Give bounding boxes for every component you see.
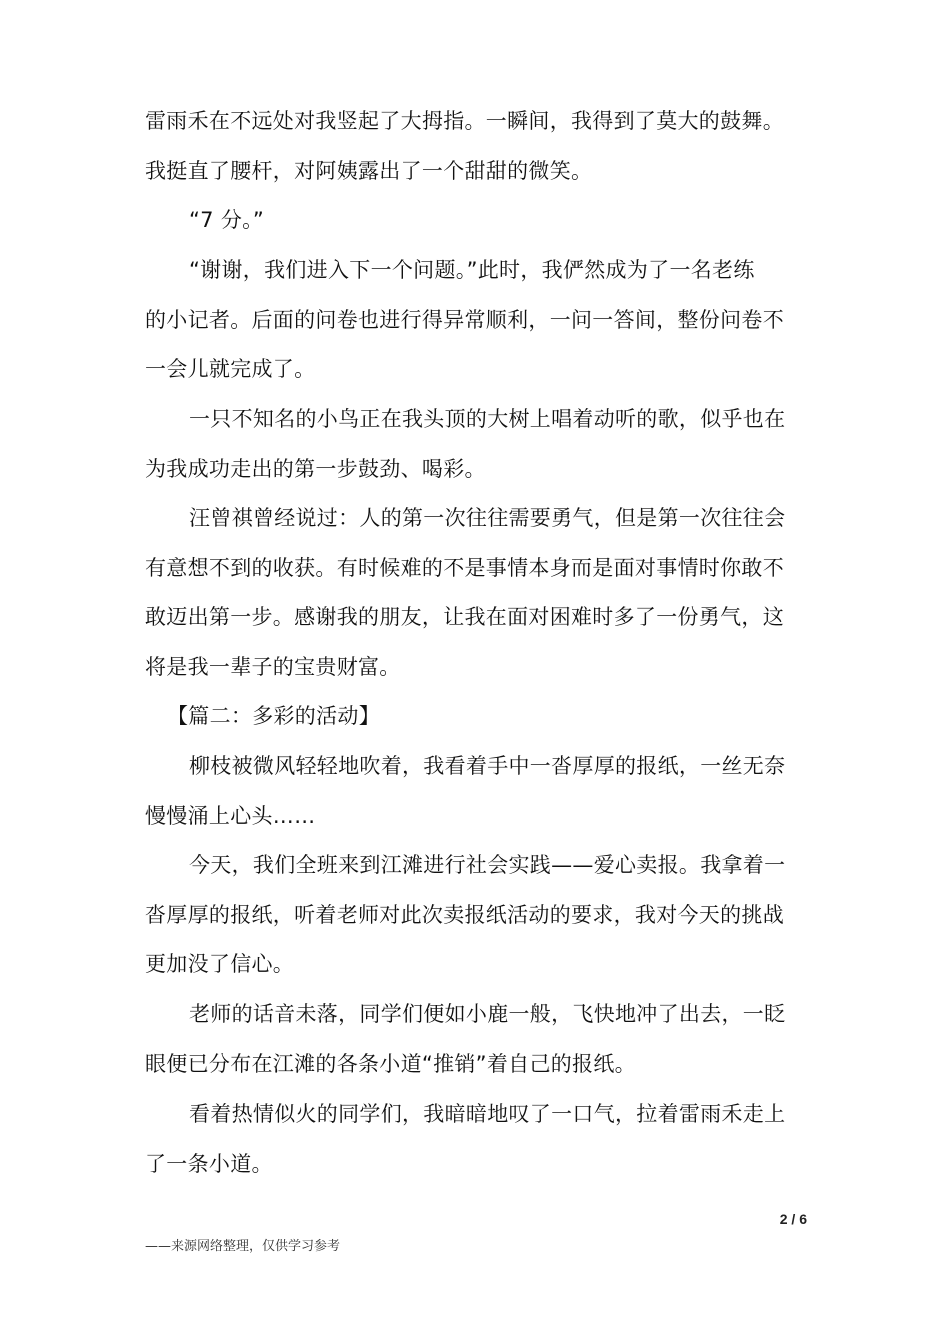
paragraph-5	[145, 494, 817, 692]
text-line: 一只不知名的小鸟正在我头顶的大树上唱着动听的歌，似乎也在	[189, 407, 786, 431]
text-line: 了一条小道。	[145, 1151, 273, 1176]
section-heading	[145, 692, 817, 742]
footer-note: ——来源网络整理，仅供学习参考	[145, 1239, 341, 1254]
text-line: “7 分。”	[189, 208, 265, 232]
text-line: 我挺直了腰杆，对阿姨露出了一个甜甜的微笑。	[145, 158, 593, 183]
paragraph-10	[145, 1090, 817, 1189]
paragraph-4	[145, 395, 817, 494]
text-line: 敢迈出第一步。感谢我的朋友，让我在面对困难时多了一份勇气，这	[145, 605, 784, 629]
text-line: 更加没了信心。	[145, 952, 295, 976]
text-line: 沓厚厚的报纸，听着老师对此次卖报纸活动的要求，我对今天的挑战	[145, 902, 784, 927]
text-line: 看着热情似火的同学们，我暗暗地叹了一口气，拉着雷雨禾走上	[189, 1102, 786, 1126]
text-line: 眼便已分布在江滩的各条小道“推销”着自己的报纸。	[145, 1051, 636, 1076]
paragraph-8	[145, 841, 817, 990]
text-line: 的小记者。后面的问卷也进行得异常顺利，一问一答间，整份问卷不	[145, 307, 784, 332]
text-line: 老师的话音未落，同学们便如小鹿一般，飞快地冲了出去，一眨	[189, 1002, 786, 1026]
text-line: 将是我一辈子的宝贵财富。	[145, 654, 401, 679]
text-line: 【篇二：多彩的活动】	[167, 704, 380, 728]
paragraph-7	[145, 742, 817, 841]
text-line: 今天，我们全班来到江滩进行社会实践——爱心卖报。我拿着一	[189, 853, 786, 877]
paragraph-3	[145, 246, 817, 395]
text-line: 雷雨禾在不远处对我竖起了大拇指。一瞬间，我得到了莫大的鼓舞。	[145, 109, 784, 133]
text-line: 有意想不到的收获。有时候难的不是事情本身而是面对事情时你敢不	[145, 555, 784, 580]
text-line: 柳枝被微风轻轻地吹着，我看着手中一沓厚厚的报纸，一丝无奈	[189, 754, 786, 778]
text-line: 汪曾祺曾经说过：人的第一次往往需要勇气，但是第一次往往会	[189, 506, 786, 530]
text-line: 一会儿就完成了。	[145, 357, 316, 381]
paragraph-9	[145, 990, 817, 1089]
paragraph-2	[145, 196, 817, 246]
text-line: 为我成功走出的第一步鼓劲、喝彩。	[145, 456, 486, 481]
page-number: 2 / 6	[779, 1211, 807, 1227]
paragraph-1	[145, 97, 817, 196]
text-line: “谢谢，我们进入下一个问题。”此时，我俨然成为了一名老练	[189, 258, 755, 282]
text-line: 慢慢涌上心头……	[145, 803, 316, 828]
